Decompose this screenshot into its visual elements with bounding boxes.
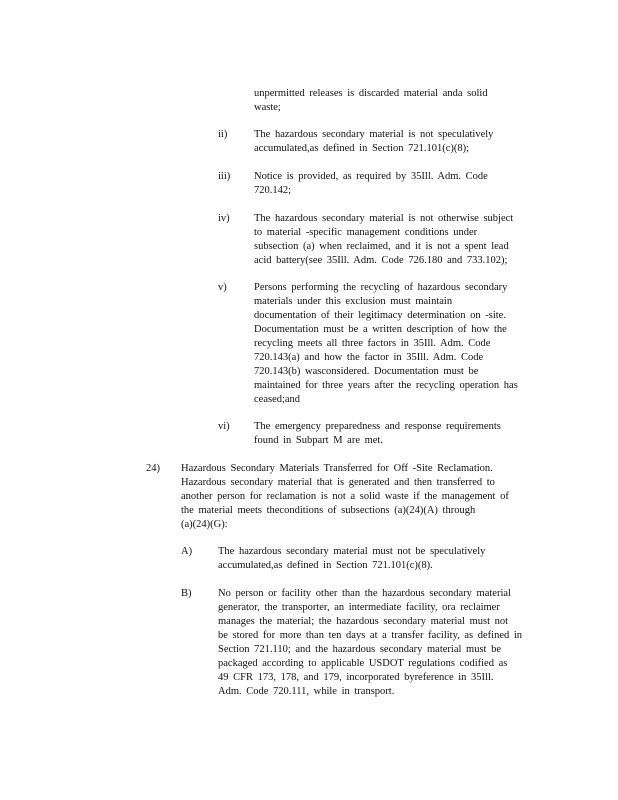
text-line: ceased;and <box>254 394 301 405</box>
text-line: accumulated,as defined in Section 721.101(c)(8); <box>254 143 470 154</box>
text-line: Persons performing the recycling of hazardous secondary <box>254 282 508 293</box>
text-line: Documentation must be a written description of how the <box>254 324 507 335</box>
item-iii-text <box>254 170 509 198</box>
text-line: documentation of their legitimacy determination on -site. <box>254 310 506 321</box>
text-line: recycling meets all three factors in 35Ill. Adm. Code <box>254 338 491 349</box>
item-vi-text <box>254 420 524 448</box>
item-marker-iv: iv) <box>218 213 230 224</box>
text-line: 720.143(b) wasconsidered. Documentation must be <box>254 366 479 377</box>
item-marker-vi: vi) <box>218 421 230 432</box>
text-line: waste; <box>254 102 281 113</box>
text-line: 49 CFR 173, 178, and 179, incorporated byreference in 35Ill. <box>218 672 494 683</box>
item-marker-a: A) <box>181 546 193 557</box>
text-line: The hazardous secondary material is not speculatively <box>254 129 494 140</box>
text-line: Section 721.110; and the hazardous secondary material must be <box>218 644 501 655</box>
text-line: The hazardous secondary material must not be speculatively <box>218 546 486 557</box>
text-line: (a)(24)(G): <box>181 519 228 530</box>
text-line: 720.143(a) and how the factor in 35Ill. Adm. Code <box>254 352 484 363</box>
continued-text <box>254 87 509 115</box>
text-line: materials under this exclusion must maintain <box>254 296 453 307</box>
text-line: unpermitted releases is discarded material anda solid <box>254 88 488 99</box>
text-line: maintained for three years after the recycling operation has <box>254 380 518 391</box>
text-line: subsection (a) when reclaimed, and it is not a spent lead <box>254 241 509 252</box>
item-marker-iii: iii) <box>218 171 231 182</box>
text-line: Adm. Code 720.111, while in transport. <box>218 686 395 697</box>
item-b-text <box>218 587 542 699</box>
item-24-text <box>181 462 531 532</box>
item-iv-text <box>254 212 532 268</box>
text-line: Hazardous secondary material that is generated and then transferred to <box>181 477 495 488</box>
text-line: the material meets theconditions of subsections (a)(24)(A) through <box>181 505 476 516</box>
item-marker-b: B) <box>181 588 192 599</box>
text-line: The hazardous secondary material is not otherwise subject <box>254 213 514 224</box>
text-line: be stored for more than ten days at a transfer facility, as defined in <box>218 630 523 641</box>
text-line: accumulated,as defined in Section 721.101(c)(8). <box>218 560 433 571</box>
text-line: 720.142; <box>254 185 292 196</box>
text-line: packaged according to applicable USDOT regulations codified as <box>218 658 508 669</box>
text-line: The emergency preparedness and response requirements <box>254 421 501 432</box>
text-line: to material -specific management conditions under <box>254 227 478 238</box>
item-marker-v: v) <box>218 282 227 293</box>
item-marker-ii: ii) <box>218 129 228 140</box>
text-line: Notice is provided, as required by 35Ill. Adm. Code <box>254 171 488 182</box>
item-marker-24: 24) <box>146 463 160 474</box>
item-a-text <box>218 545 508 573</box>
text-line: acid battery(see 35Ill. Adm. Code 726.180 and 733.102); <box>254 255 508 266</box>
item-ii-text <box>254 128 509 156</box>
text-line: found in Subpart M are met. <box>254 435 383 446</box>
text-line: generator, the transporter, an intermediate facility, ora reclaimer <box>218 602 500 613</box>
item-v-text <box>254 281 538 407</box>
text-line: No person or facility other than the hazardous secondary material <box>218 588 511 599</box>
text-line: another person for reclamation is not a solid waste if the management of <box>181 491 509 502</box>
text-line: manages the material; the hazardous secondary material must not <box>218 616 509 627</box>
text-line: Hazardous Secondary Materials Transferred for Off -Site Reclamation. <box>181 463 493 474</box>
